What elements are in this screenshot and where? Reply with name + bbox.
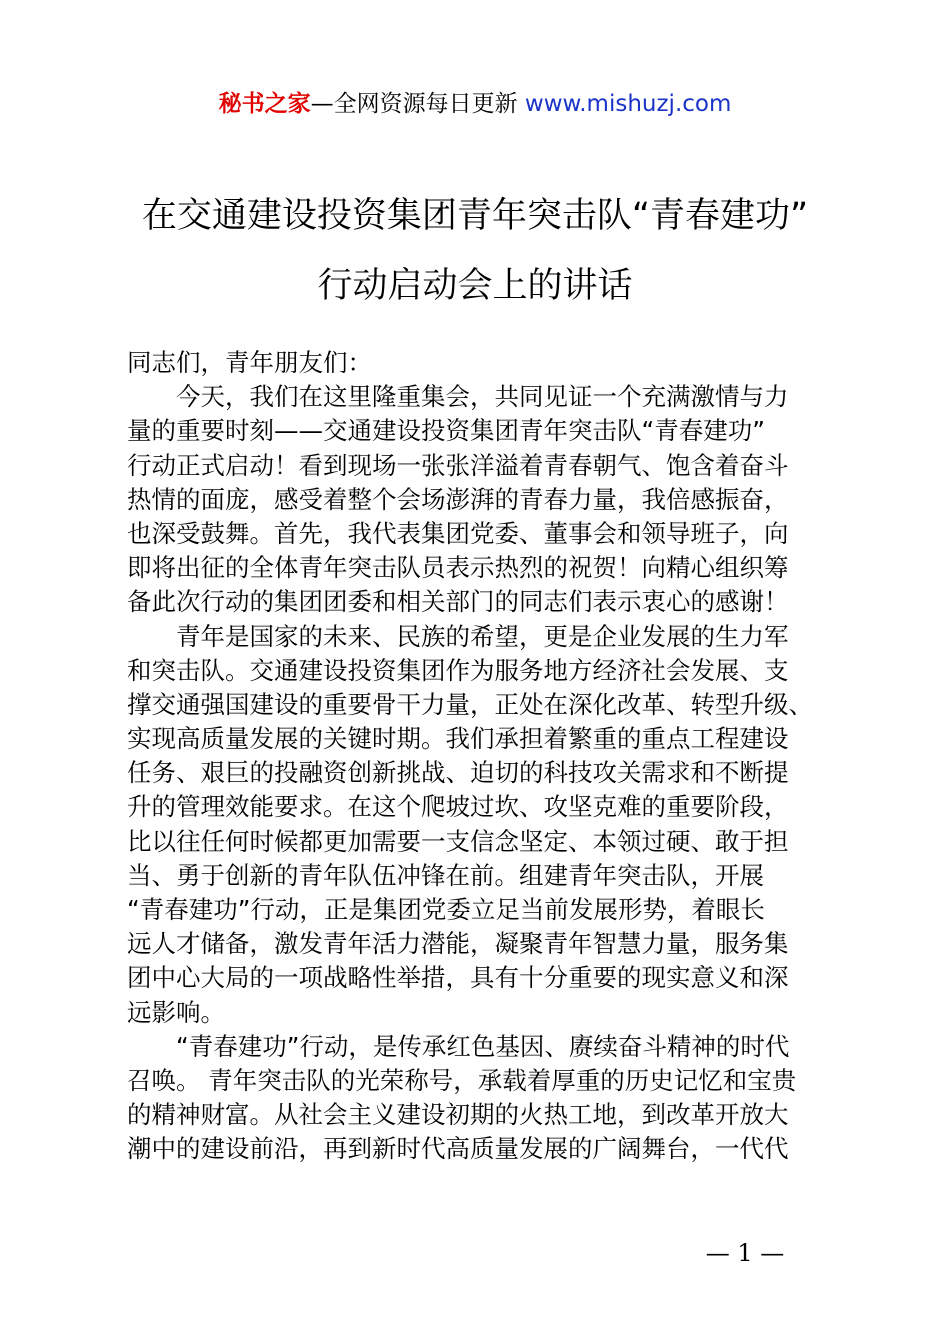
body-line: “青春建功”行动，是传承红色基因、赓续奋斗精神的时代 [127,1031,790,1061]
body-line: 行动正式启动！看到现场一张张洋溢着青春朝气、饱含着奋斗 [127,450,789,480]
body-line: 比以往任何时候都更加需要一支信念坚定、本领过硬、敢于担 [127,826,789,856]
body-line: 实现高质量发展的关键时期。我们承担着繁重的重点工程建设 [127,724,789,754]
body-line: 和突击队。交通建设投资集团作为服务地方经济社会发展、支 [127,655,789,685]
body-line: 当、勇于创新的青年队伍冲锋在前。组建青年突击队，开展 [127,860,764,890]
body-line: 团中心大局的一项战略性举措，具有十分重要的现实意义和深 [127,963,789,993]
header-url[interactable]: www.mishuzj.com [524,91,732,117]
body-line: 热情的面庞，感受着整个会场澎湃的青春力量，我倍感振奋， [127,484,789,514]
body-line: 潮中的建设前沿，再到新时代高质量发展的广阔舞台，一代代 [127,1134,789,1164]
body-line: 召唤。 青年突击队的光荣称号，承载着厚重的历史记忆和宝贵 [127,1065,797,1095]
document-title-line-2: 行动启动会上的讲话 [317,266,633,306]
page-number: — 1 — [705,1239,785,1267]
body-line: 青年是国家的未来、民族的希望，更是企业发展的生力军 [127,621,789,651]
body-line: 今天，我们在这里隆重集会，共同见证一个充满激情与力 [127,382,789,412]
body-line: 任务、艰巨的投融资创新挑战、迫切的科技攻关需求和不断提 [127,758,789,788]
body-line: 备此次行动的集团团委和相关部门的同志们表示衷心的感谢！ [127,587,789,617]
body-line: 量的重要时刻——交通建设投资集团青年突击队“青春建功” [127,416,765,446]
body-line: 同志们，青年朋友们： [127,348,372,377]
body-line: 远影响。 [127,997,225,1027]
header-tagline: —全网资源每日更新 [310,91,525,117]
body-line: 远人才储备，激发青年活力潜能，凝聚青年智慧力量，服务集 [127,929,789,959]
body-line: 撑交通强国建设的重要骨干力量，正处在深化改革、转型升级、 [127,689,813,719]
site-header [0,88,950,120]
body-line: 的精神财富。从社会主义建设初期的火热工地，到改革开放大 [127,1100,789,1130]
speech-body [127,346,837,1167]
body-line: 升的管理效能要求。在这个爬坡过坎、攻坚克难的重要阶段， [127,792,789,822]
body-line: “青春建功”行动，正是集团党委立足当前发展形势，着眼长 [127,895,765,924]
brand-name: 秘书之家 [218,91,311,117]
document-title-line-1: 在交通建设投资集团青年突击队“青春建功” [141,196,809,236]
body-line: 即将出征的全体青年突击队员表示热烈的祝贺！向精心组织筹 [127,553,789,583]
body-line: 也深受鼓舞。首先，我代表集团党委、董事会和领导班子，向 [127,518,789,548]
